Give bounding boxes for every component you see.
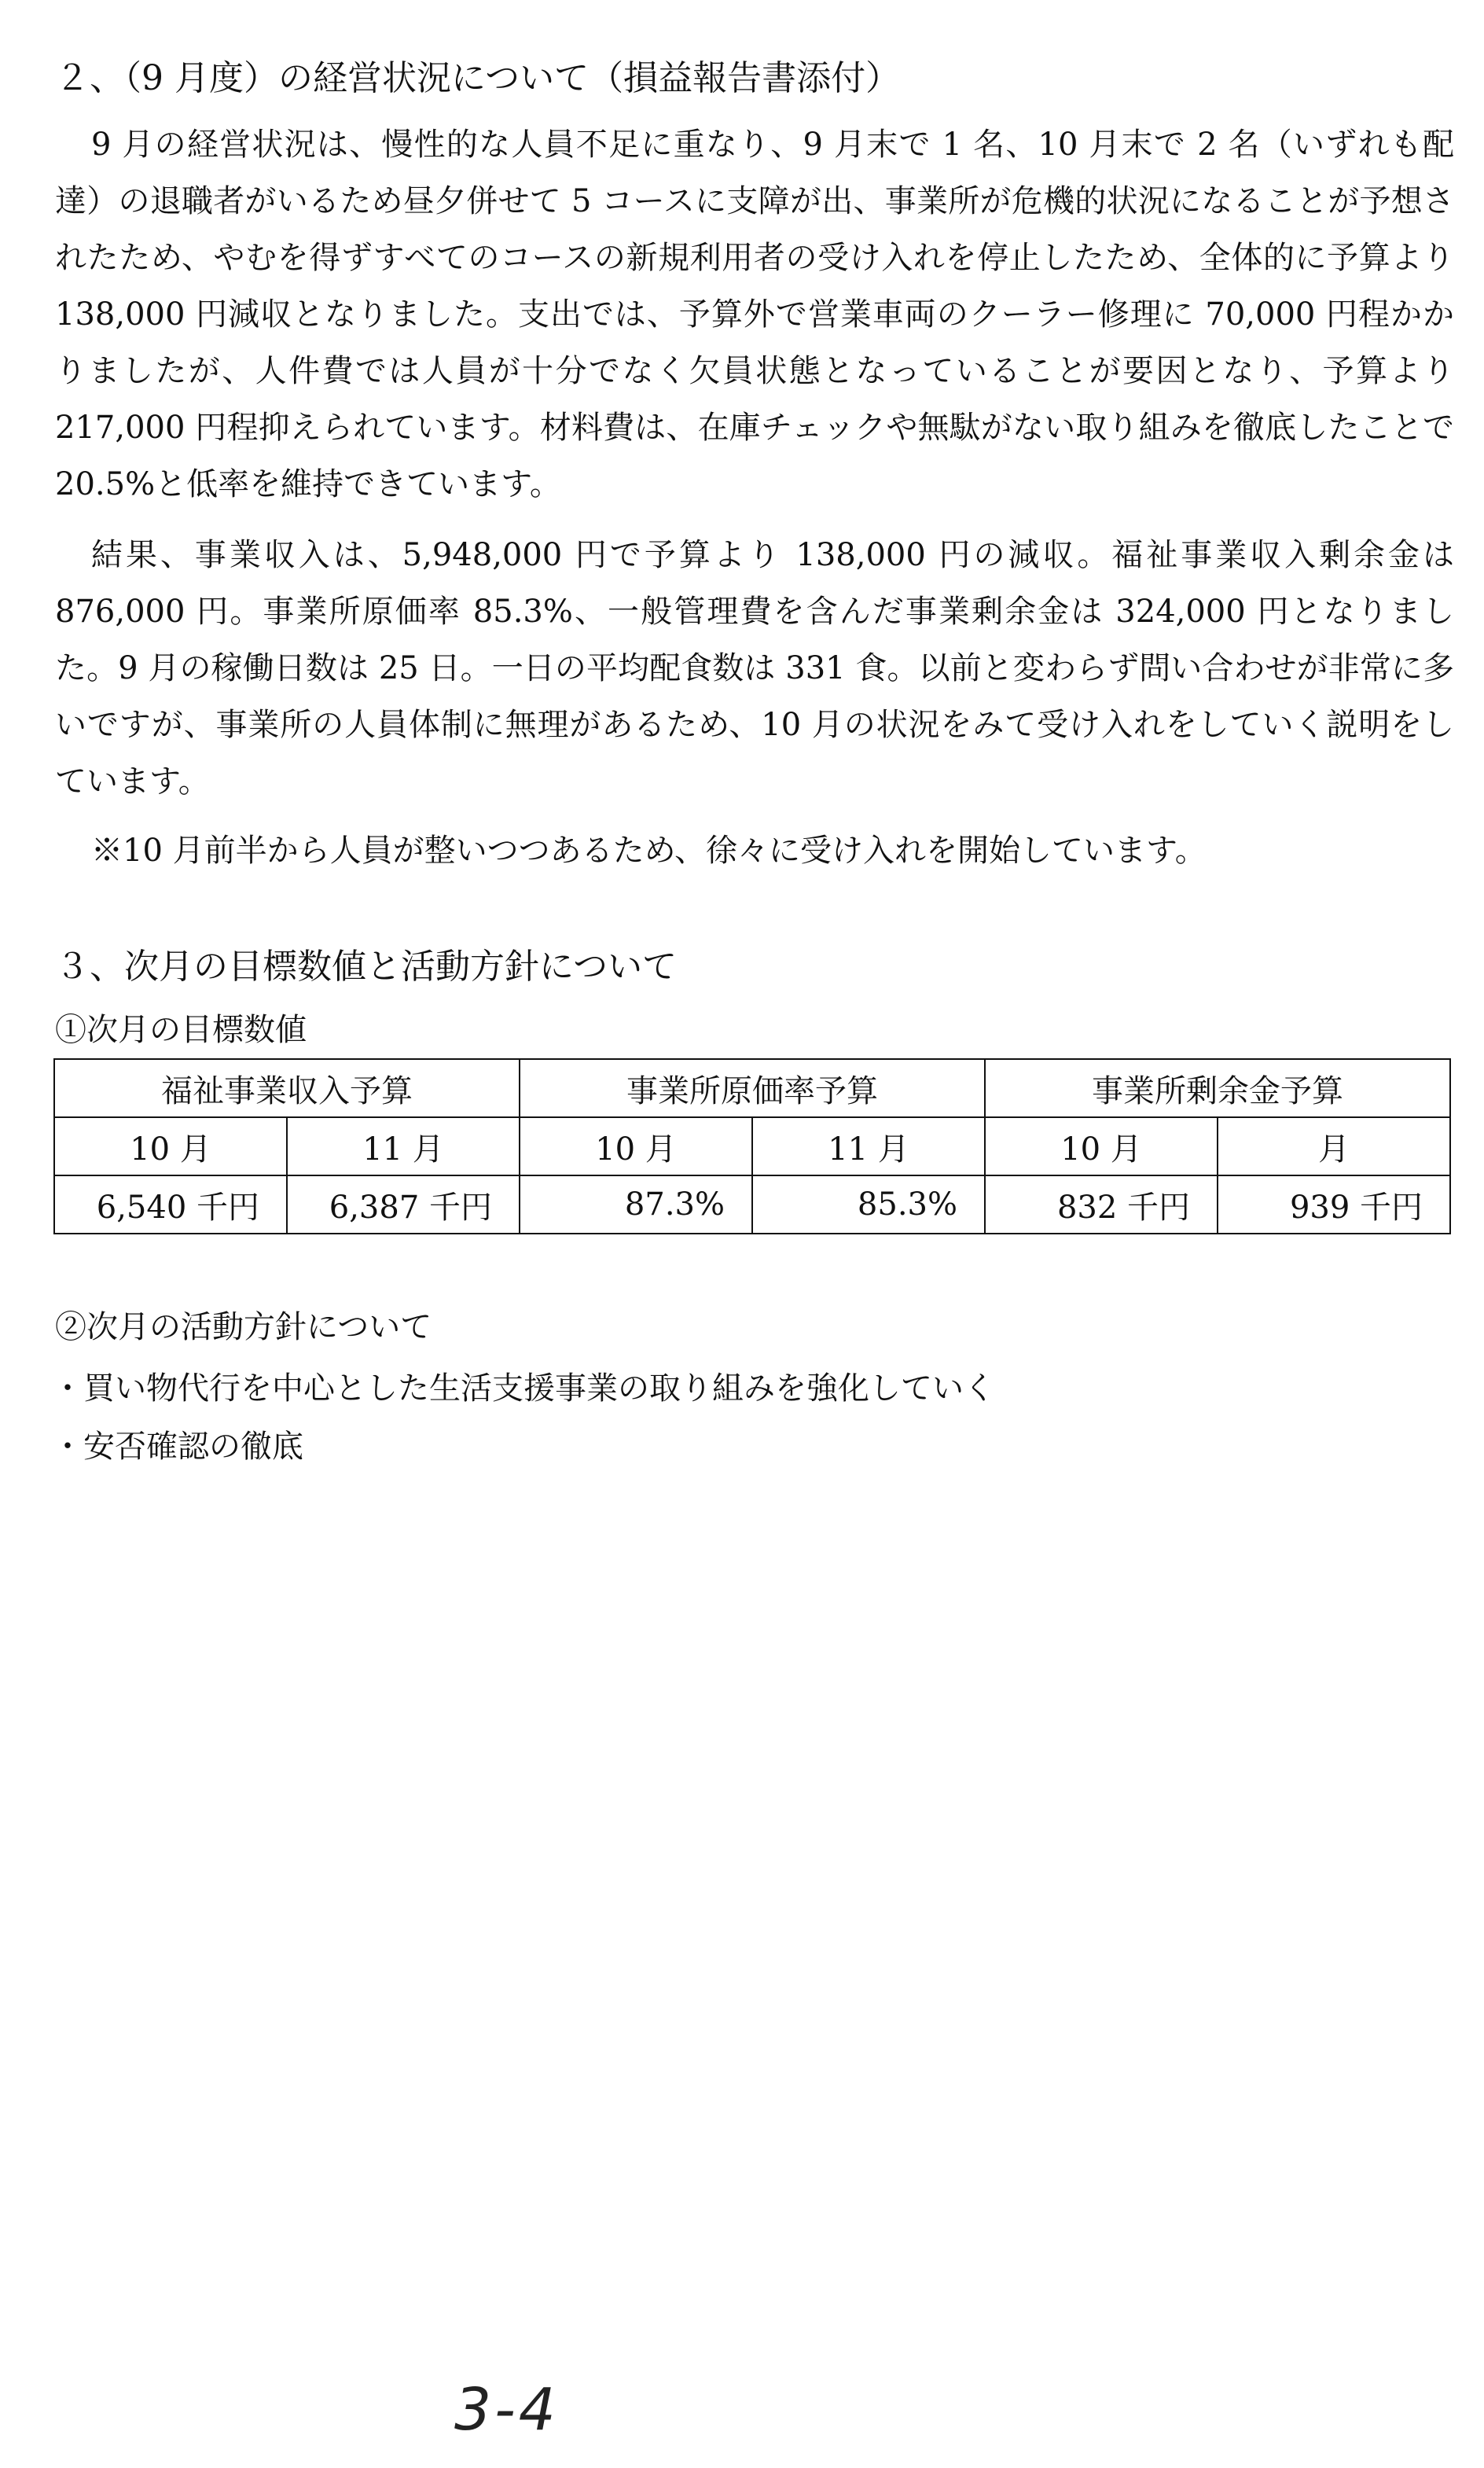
table-month-row bbox=[54, 1117, 1450, 1175]
section-2-paragraph-1: 9 月の経営状況は、慢性的な人員不足に重なり、9 月末で 1 名、10 月末で 2 名（いずれも配達）の退職者がいるため昼夕併せて 5 コースに支障が出、事業所が危機的状況になることが予想されたため、やむを得ずすべてのコースの新規利用者の受け入れを停止したため、全体的に予算より 138,000 円減収となりました。支出では、予算外で営業車両のクーラー修理に 70,000 円程かかりましたが、人件費では人員が十分でなく欠員状態となっていることが要因となり、予算より 217,000 円程抑えられています。材料費は、在庫チェックや無駄がない取り組みを徹底したことで 20.5%と低率を維持できています。 bbox=[55, 127, 1454, 502]
table-value-cell: 6,387 千円 bbox=[287, 1175, 520, 1234]
table-header-row bbox=[54, 1059, 1450, 1117]
table-month-cell: 10 月 bbox=[520, 1117, 752, 1175]
table-value-cell: 939 千円 bbox=[1218, 1175, 1450, 1234]
targets-label: ①次月の目標数値 bbox=[55, 1012, 307, 1048]
table-group-header: 福祉事業収入予算 bbox=[54, 1059, 520, 1117]
table-month-cell: 10 月 bbox=[985, 1117, 1218, 1175]
section-2-heading: ２、（9 月度）の経営状況について（損益報告書添付） bbox=[55, 58, 901, 98]
table-value-cell: 85.3% bbox=[752, 1175, 985, 1234]
table-month-cell: 10 月 bbox=[54, 1117, 287, 1175]
handwritten-page-number: 3-4 bbox=[454, 2376, 559, 2444]
policy-bullet-item: ・買い物代行を中心とした生活支援事業の取り組みを強化していく bbox=[52, 1370, 995, 1407]
table-value-cell: 87.3% bbox=[520, 1175, 752, 1234]
section-2-paragraph-2: 結果、事業収入は、5,948,000 円で予算より 138,000 円の減収。福祉事業収入剰余金は 876,000 円。事業所原価率 85.3%、一般管理費を含んだ事業剰余金は 324,000 円となりました。9 月の稼働日数は 25 日。一日の平均配食数は 331 食。以前と変わらず問い合わせが非常に多いですが、事業所の人員体制に無理があるため、10 月の状況をみて受け入れをしていく説明をしています。 bbox=[55, 537, 1454, 800]
policy-label: ②次月の活動方針について bbox=[55, 1309, 432, 1345]
table-group-header: 事業所原価率予算 bbox=[520, 1059, 985, 1117]
table-month-cell: 11 月 bbox=[287, 1117, 520, 1175]
policy-bullet-item: ・安否確認の徹底 bbox=[52, 1429, 303, 1465]
section-2-note: ※10 月前半から人員が整いつつあるため、徐々に受け入れを開始しています。 bbox=[91, 833, 1207, 869]
table-value-cell: 6,540 千円 bbox=[54, 1175, 287, 1234]
table-group-header: 事業所剰余金予算 bbox=[985, 1059, 1450, 1117]
targets-table bbox=[53, 1058, 1451, 1234]
table-month-cell: 月 bbox=[1218, 1117, 1450, 1175]
section-3-heading: ３、次月の目標数値と活動方針について bbox=[55, 947, 678, 987]
table-month-cell: 11 月 bbox=[752, 1117, 985, 1175]
table-value-row bbox=[54, 1175, 1450, 1234]
table-value-cell: 832 千円 bbox=[985, 1175, 1218, 1234]
